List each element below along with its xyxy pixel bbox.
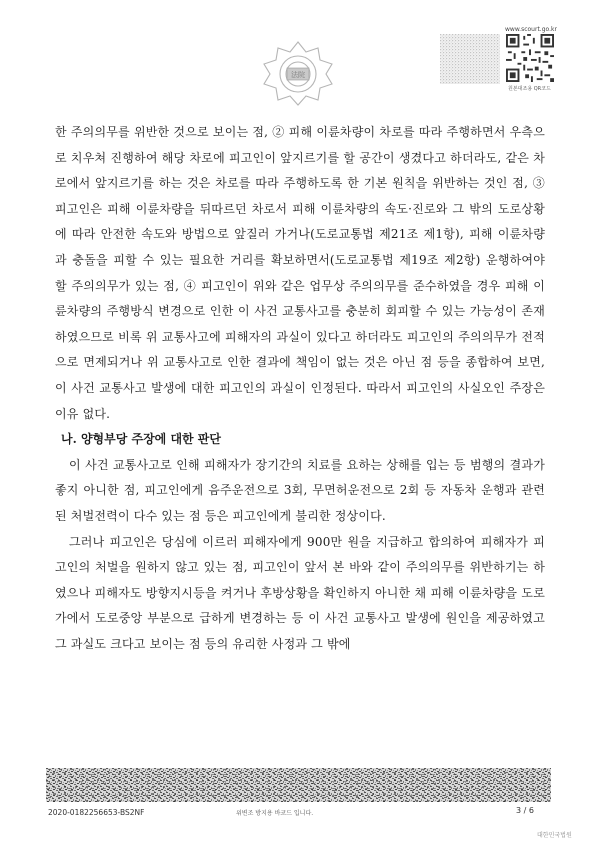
section-heading: 나. 양형부당 주장에 대한 판단 — [61, 432, 221, 447]
security-pattern-image — [440, 34, 500, 84]
court-seal-emblem — [258, 38, 338, 108]
site-url: www.scourt.go.kr — [505, 26, 557, 33]
anti-forgery-barcode — [46, 768, 551, 802]
body-paragraph: 그러나 피고인은 당심에 이르러 피해자에게 900만 원을 지급하고 합의하여 피해자가 피고인의 처벌을 원하지 않고 있는 점, 피고인이 앞서 본 바와 같이 주의의무를 위반하기는 하였으나 피해자도 방향지시등을 켜거나 후방상황을 확인하지 아니한 채 피해 이륜차량을 도로가에서 도로중앙 부분으로 급하게 변경하는 등 이 사건 교통사고 발생에 원인을 제공하였고 그 과실도 크다고 보이는 점 등의 유리한 사정과 그 밖에 — [55, 534, 545, 651]
document-body — [55, 120, 545, 657]
document-id: 2020-0182256653-BS2NF — [48, 808, 145, 817]
page-number: 3 / 6 — [516, 806, 534, 815]
body-paragraph: 이 사건 교통사고로 인해 피해자가 장기간의 치료를 요하는 상해를 입는 등 범행의 결과가 좋지 아니한 점, 피고인에게 음주운전으로 3회, 무면허운전으로 2회 등 자동차 운행과 관련된 처벌전력이 다수 있는 점 등은 피고인에게 불리한 정상이다. — [55, 457, 545, 523]
court-name: 대한민국법원 — [537, 832, 572, 839]
qr-caption: 원본대조용 QR코드 — [508, 86, 551, 92]
body-paragraph: 한 주의의무를 위반한 것으로 보이는 점, ② 피해 이륜차량이 차로를 따라 주행하면서 우측으로 치우쳐 진행하여 해당 차로에 피고인이 앞지르기를 할 공간이 생겼다고 하더라도, 같은 차로에서 앞지르기를 하는 것은 차로를 따라 주행하도록 한 기본 원칙을 위반하는 것인 점, ③ 피고인은 피해 이륜차량을 뒤따르던 차로서 피해 이륜차량의 속도·진로와 그 밖의 도로상황에 따라 안전한 속도와 방법으로 앞질러 가거나(도로교통법 제21조 제1항), 피해 이륜차량과 충돌을 피할 수 있는 필요한 거리를 확보하면서(도로교통법 제19조 제2항) 운행하여야 할 주의의무가 있는 점, ④ 피고인이 위와 같은 업무상 주의의무를 준수하였을 경우 피해 이륜차량의 주행방식 변경으로 인한 이 사건 교통사고를 충분히 회피할 수 있는 가능성이 존재하였으므로 비록 위 교통사고에 피해자의 과실이 있다고 하더라도 피고인의 주의의무가 전적으로 면제되거나 위 교통사고로 인한 결과에 책임이 없는 것은 아닌 점 등을 종합하여 보면, 이 사건 교통사고 발생에 대한 피고인의 과실이 인정된다. 따라서 피고인의 사실오인 주장은 이유 없다. — [55, 125, 545, 421]
qr-code-image — [505, 34, 555, 82]
svg-text:法院: 法院 — [291, 71, 305, 79]
barcode-notice: 위변조 방지용 바코드 입니다. — [236, 810, 314, 817]
